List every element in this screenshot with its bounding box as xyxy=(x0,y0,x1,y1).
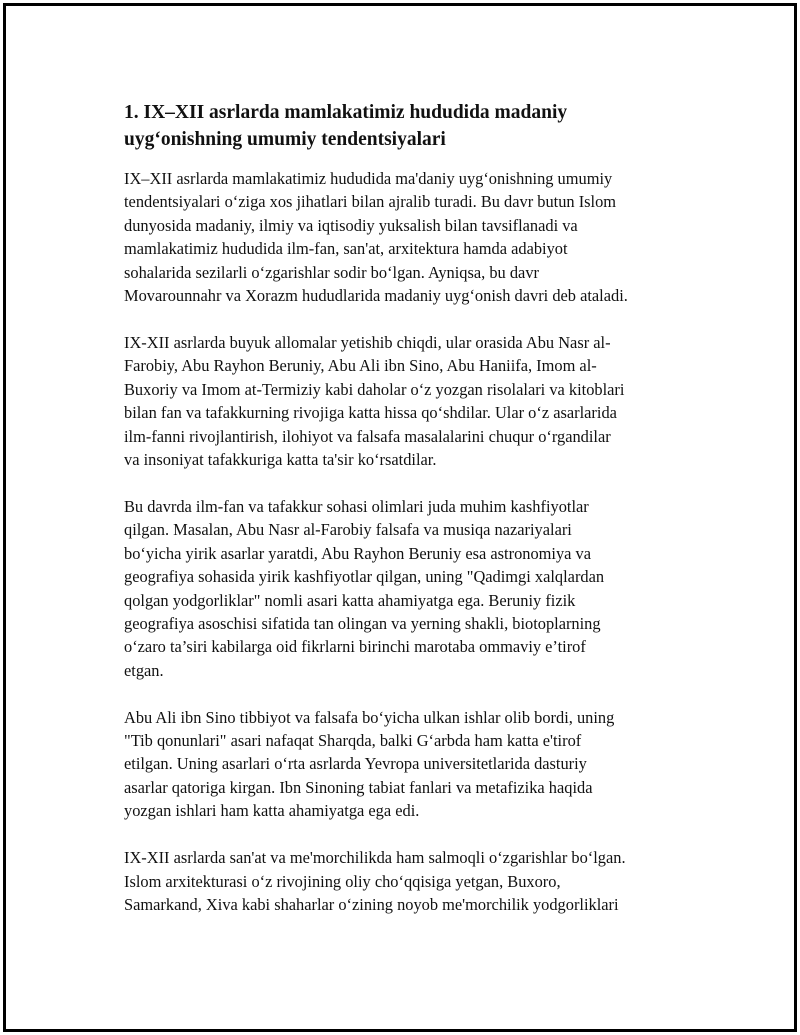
text-line: asarlar qatoriga kirgan. Ibn Sinoning tabiat fanlari va metafizika haqida xyxy=(124,777,593,797)
text-line: mamlakatimiz hududida ilm-fan, san'at, arxitektura hamda adabiyot xyxy=(124,239,568,259)
text-line: bo‘yicha yirik asarlar yaratdi, Abu Rayhon Beruniy esa astronomiya va xyxy=(124,543,591,563)
text-line: geografiya sohasida yirik kashfiyotlar qilgan, uning "Qadimgi xalqlardan xyxy=(124,567,605,587)
paragraph-2 xyxy=(124,331,704,471)
text-line: qolgan yodgorliklar" nomli asari katta ahamiyatga ega. Beruniy fizik xyxy=(124,590,576,610)
text-line: yozgan ishlari ham katta ahamiyatga ega edi. xyxy=(124,801,420,821)
text-line: bilan fan va tafakkurning rivojiga katta hissa qo‘shdilar. Ular o‘z asarlarida xyxy=(124,403,617,423)
text-line: IX-XII asrlarda san'at va me'morchilikda ham salmoqli o‘zgarishlar bo‘lgan. xyxy=(124,848,626,868)
text-line: IX–XII asrlarda mamlakatimiz hududida ma'daniy uyg‘onishning umumiy xyxy=(124,169,613,188)
text-line: sohalarida sezilarli o‘zgarishlar sodir bo‘lgan. Ayniqsa, bu davr xyxy=(124,262,539,282)
text-line: qilgan. Masalan, Abu Nasr al-Farobiy falsafa va musiqa nazariyalari xyxy=(124,520,572,540)
paragraph-1 xyxy=(124,167,704,307)
text-line: o‘zaro ta’siri kabilarga oid fikrlarni birinchi marotaba ommaviy e’tirof xyxy=(124,637,586,657)
text-line: tendentsiyalari o‘ziga xos jihatlari bilan ajralib turadi. Bu davr butun Islom xyxy=(124,192,617,212)
text-line: Bu davrda ilm-fan va tafakkur sohasi olimlari juda muhim kashfiyotlar xyxy=(124,496,589,516)
page-frame xyxy=(3,3,797,1032)
heading-line: 1. IX–XII asrlarda mamlakatimiz hududida madaniy xyxy=(124,102,568,123)
text-line: Movarounnahr va Xorazm hududlarida madaniy uyg‘onish davri deb ataladi. xyxy=(124,286,628,306)
text-line: va insoniyat tafakkuriga katta ta'sir ko‘rsatdilar. xyxy=(124,449,437,469)
text-line: Islom arxitekturasi o‘z rivojining oliy cho‘qqisiga yetgan, Buxoro, xyxy=(124,871,561,891)
text-line: etgan. xyxy=(124,660,164,680)
paragraph-4 xyxy=(124,706,704,823)
paragraph-3 xyxy=(124,495,704,682)
text-line: Abu Ali ibn Sino tibbiyot va falsafa bo‘yicha ulkan ishlar olib bordi, uning xyxy=(124,707,615,727)
text-line: Farobiy, Abu Rayhon Beruniy, Abu Ali ibn Sino, Abu Haniifa, Imom al- xyxy=(124,356,597,376)
text-line: etilgan. Uning asarlari o‘rta asrlarda Yevropa universitetlarida dasturiy xyxy=(124,754,587,774)
text-line: IX-XII asrlarda buyuk allomalar yetishib chiqdi, ular orasida Abu Nasr al- xyxy=(124,332,611,352)
document-body xyxy=(124,99,704,940)
section-heading xyxy=(124,99,704,153)
text-line: dunyosida madaniy, ilmiy va iqtisodiy yuksalish bilan tavsiflanadi va xyxy=(124,215,578,235)
heading-line: uyg‘onishning umumiy tendentsiyalari xyxy=(124,129,446,150)
text-line: Buxoriy va Imom at-Termiziy kabi daholar o‘z yozgan risolalari va kitoblari xyxy=(124,379,625,399)
text-line: Samarkand, Xiva kabi shaharlar o‘zining noyob me'morchilik yodgorliklari xyxy=(124,894,619,914)
text-line: "Tib qonunlari" asari nafaqat Sharqda, balki G‘arbda ham katta e'tirof xyxy=(124,731,582,751)
text-line: geografiya asoschisi sifatida tan olingan va yerning shakli, biotoplarning xyxy=(124,613,601,633)
text-line: ilm-fanni rivojlantirish, ilohiyot va falsafa masalalarini chuqur o‘rgandilar xyxy=(124,426,611,446)
paragraph-5 xyxy=(124,846,704,916)
